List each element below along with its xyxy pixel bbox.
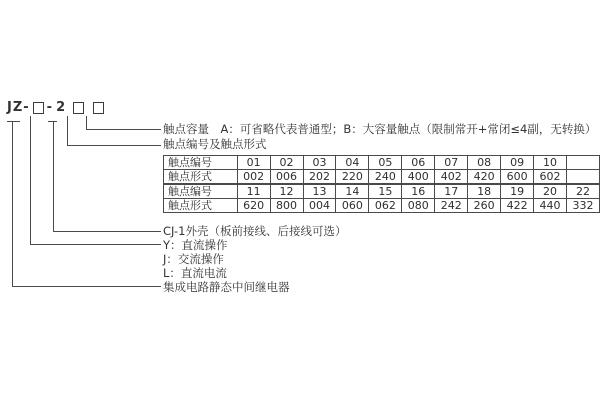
table-cell: 060 — [336, 199, 369, 213]
callout-enclosure: CJ-1外壳（板前接线、后接线可选） — [163, 224, 347, 238]
table-cell: 01 — [237, 156, 270, 170]
row-header-cell: 触点编号 — [164, 184, 238, 199]
table-cell: 002 — [237, 170, 270, 185]
model-dash-1: - — [23, 100, 30, 115]
table-cell: 220 — [336, 170, 369, 185]
table-cell: 004 — [303, 199, 336, 213]
placeholder-box-operation — [33, 102, 44, 114]
table-cell: 620 — [237, 199, 270, 213]
table-cell-empty — [567, 170, 600, 185]
table-cell: 15 — [369, 184, 402, 199]
callout-contact-capacity: 触点容量 A：可省略代表普通型；B：大容量触点（限制常开+常闭≤4副，无转换） — [163, 122, 597, 136]
row-header-cell: 触点形式 — [164, 199, 238, 213]
model-dash-2: - — [46, 100, 54, 115]
table-cell: 402 — [435, 170, 468, 185]
table-row — [164, 199, 600, 213]
table-cell: 08 — [468, 156, 501, 170]
table-cell: 400 — [402, 170, 435, 185]
table-cell: 03 — [303, 156, 336, 170]
table-cell: 242 — [435, 199, 468, 213]
table-cell: 06 — [402, 156, 435, 170]
table-cell: 080 — [402, 199, 435, 213]
model-prefix: JZ — [7, 100, 24, 115]
contact-code-table — [163, 155, 600, 213]
table-cell: 332 — [567, 199, 600, 213]
table-cell: 17 — [435, 184, 468, 199]
row-header-cell: 触点编号 — [164, 156, 238, 170]
callout-product-name: 集成电路静态中间继电器 — [163, 280, 290, 294]
table-cell: 22 — [567, 184, 600, 199]
callout-contact-number-form: 触点编号及触点形式 — [163, 137, 267, 151]
table-cell: 18 — [468, 184, 501, 199]
placeholder-box-capacity — [93, 102, 104, 114]
table-cell: 10 — [534, 156, 567, 170]
row-header-cell: 触点形式 — [164, 170, 238, 185]
table-cell: 19 — [501, 184, 534, 199]
table-cell: 240 — [369, 170, 402, 185]
table-cell: 062 — [369, 199, 402, 213]
table-cell: 260 — [468, 199, 501, 213]
table-cell: 14 — [336, 184, 369, 199]
table-cell: 04 — [336, 156, 369, 170]
callout-operation-ac: J：交流操作 — [163, 252, 224, 266]
table-cell: 11 — [237, 184, 270, 199]
table-cell: 20 — [534, 184, 567, 199]
table-row — [164, 184, 600, 199]
table-cell: 600 — [501, 170, 534, 185]
table-cell: 202 — [303, 170, 336, 185]
table-cell: 05 — [369, 156, 402, 170]
table-cell: 420 — [468, 170, 501, 185]
table-cell: 006 — [270, 170, 303, 185]
leader-line-capacity — [86, 116, 161, 130]
table-cell: 07 — [435, 156, 468, 170]
table-cell-empty — [567, 156, 600, 170]
table-cell: 800 — [270, 199, 303, 213]
model-designation — [7, 101, 104, 115]
table-row — [164, 170, 600, 185]
table-row — [164, 156, 600, 170]
table-cell: 440 — [534, 199, 567, 213]
callout-current-dc: L：直流电流 — [163, 266, 227, 280]
table-cell: 12 — [270, 184, 303, 199]
table-cell: 13 — [303, 184, 336, 199]
model-case-digit: 2 — [56, 100, 67, 115]
table-cell: 16 — [402, 184, 435, 199]
table-cell: 02 — [270, 156, 303, 170]
table-cell: 09 — [501, 156, 534, 170]
table-cell: 422 — [501, 199, 534, 213]
placeholder-box-contact-code — [73, 102, 84, 114]
callout-operation-dc: Y：直流操作 — [163, 238, 228, 252]
table-cell: 602 — [534, 170, 567, 185]
